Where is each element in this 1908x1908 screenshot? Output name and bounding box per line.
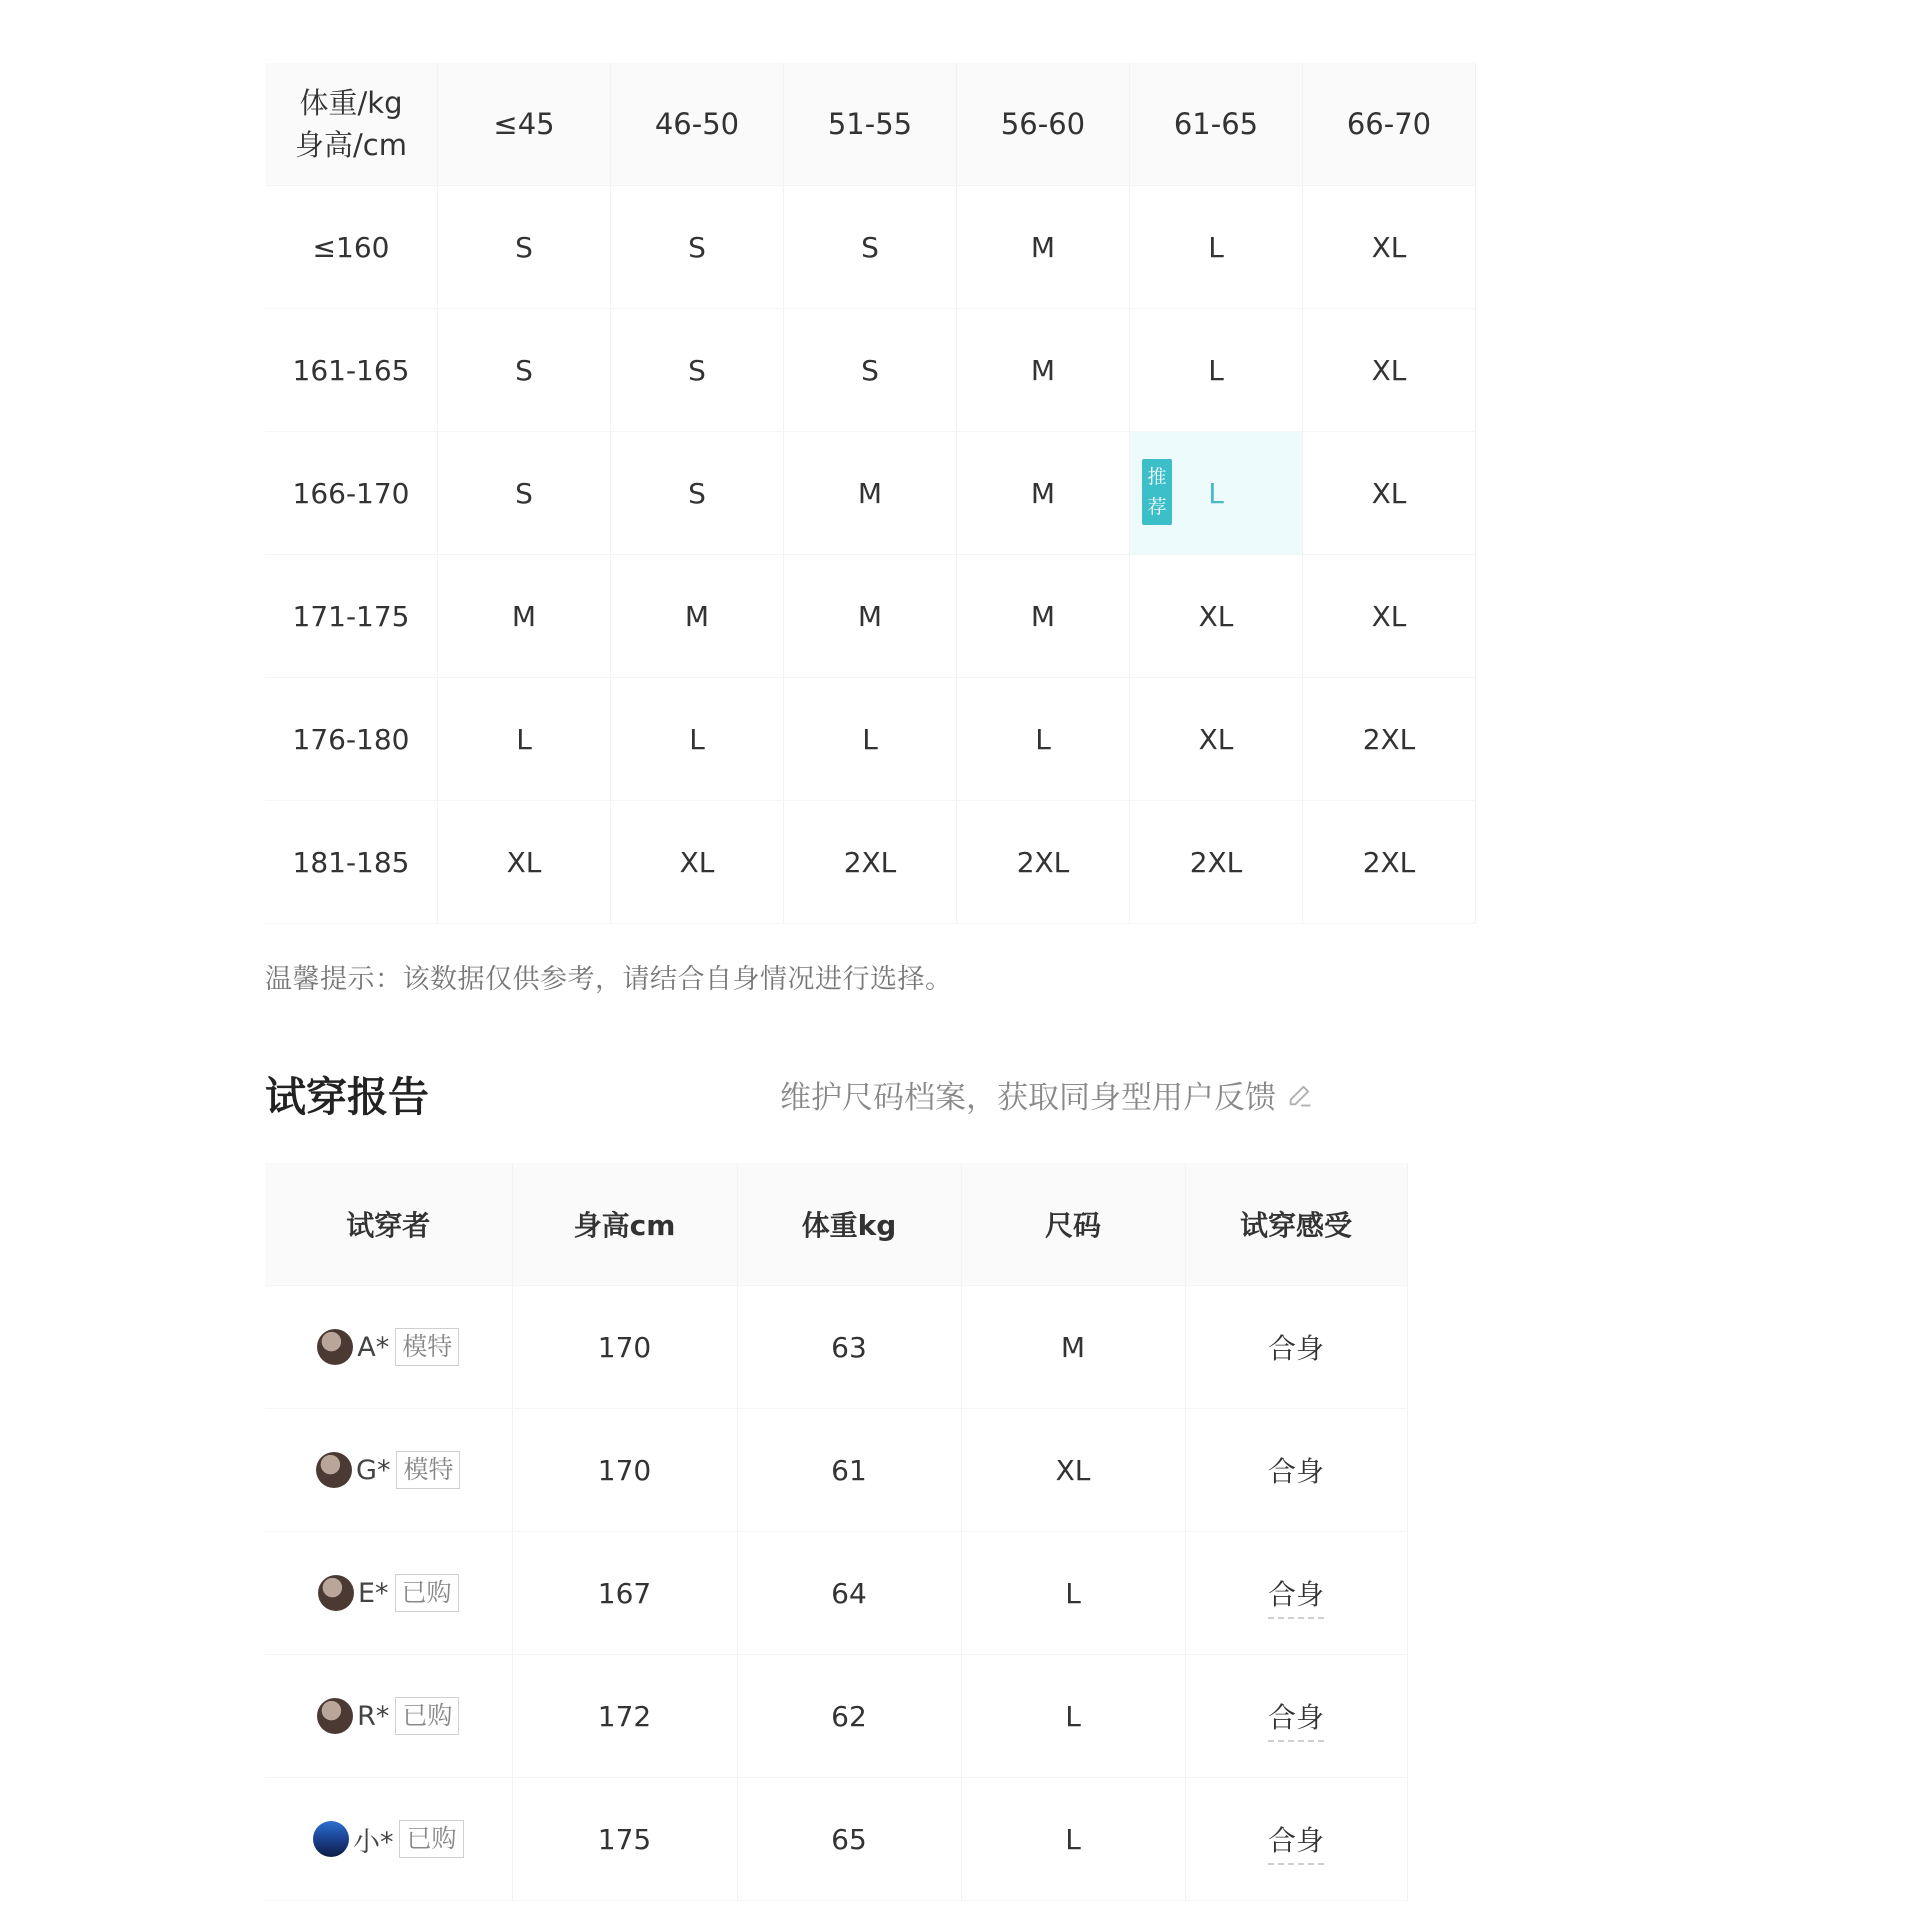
size-chart-corner	[265, 63, 438, 186]
size-cell: XL	[611, 801, 784, 924]
tester-size: L	[961, 1532, 1185, 1655]
tester-tag: 模特	[396, 1451, 460, 1489]
size-cell: 2XL	[1130, 801, 1303, 924]
size-cell: 2XL	[1303, 801, 1476, 924]
tester-name: E*	[357, 1577, 389, 1609]
report-row	[265, 1286, 1407, 1409]
size-profile-link-label: 维护尺码档案，获取同身型用户反馈	[780, 1080, 1276, 1116]
edit-icon	[1286, 1081, 1314, 1109]
size-cell: L	[784, 678, 957, 801]
weight-column-header: 56-60	[957, 63, 1130, 186]
height-axis-label: 身高/cm	[295, 128, 407, 162]
avatar	[317, 1698, 353, 1734]
avatar	[318, 1575, 354, 1611]
size-chart-row	[265, 432, 1476, 555]
report-row	[265, 1532, 1407, 1655]
tester-height: 167	[512, 1532, 737, 1655]
tester-weight: 63	[737, 1286, 961, 1409]
height-row-header: 166-170	[265, 432, 438, 555]
size-cell: M	[957, 186, 1130, 309]
avatar	[317, 1329, 353, 1365]
size-chart-table	[265, 63, 1476, 924]
size-cell: S	[438, 186, 611, 309]
tester-cell	[265, 1655, 512, 1778]
recommended-badge	[1142, 459, 1172, 525]
tester-weight: 61	[737, 1409, 961, 1532]
height-row-header: 176-180	[265, 678, 438, 801]
report-title: 试穿报告	[265, 1073, 429, 1121]
size-cell: S	[784, 186, 957, 309]
size-cell: XL	[1303, 432, 1476, 555]
size-cell: 2XL	[957, 801, 1130, 924]
recommended-size-cell	[1130, 432, 1303, 555]
tester-size: L	[961, 1655, 1185, 1778]
size-cell: XL	[1130, 555, 1303, 678]
size-cell: L	[611, 678, 784, 801]
avatar	[316, 1452, 352, 1488]
tester-weight: 64	[737, 1532, 961, 1655]
size-cell: XL	[1130, 678, 1303, 801]
height-row-header: 181-185	[265, 801, 438, 924]
size-cell: S	[784, 309, 957, 432]
tester-name: G*	[356, 1454, 391, 1486]
tester-cell	[265, 1778, 512, 1901]
weight-axis-label: 体重/kg	[299, 86, 403, 120]
tester-size: M	[961, 1286, 1185, 1409]
height-row-header: 171-175	[265, 555, 438, 678]
size-cell: 2XL	[784, 801, 957, 924]
size-cell: XL	[1303, 555, 1476, 678]
tester-feel: 合身	[1267, 1455, 1324, 1488]
tester-height: 170	[512, 1409, 737, 1532]
tester-name: A*	[357, 1331, 390, 1363]
size-cell: L	[957, 678, 1130, 801]
weight-column-header: ≤45	[438, 63, 611, 186]
recommended-badge-char: 推	[1147, 466, 1167, 488]
size-cell: S	[611, 432, 784, 555]
tester-size: L	[961, 1778, 1185, 1901]
size-cell: XL	[1303, 309, 1476, 432]
weight-column-header: 51-55	[784, 63, 957, 186]
tester-feel-expandable[interactable]: 合身	[1268, 1824, 1324, 1865]
size-chart-row	[265, 309, 1476, 432]
recommended-size-value: L	[1208, 476, 1224, 510]
recommended-badge-char: 荐	[1147, 496, 1167, 518]
height-row-header: 161-165	[265, 309, 438, 432]
weight-column-header: 46-50	[611, 63, 784, 186]
size-cell: L	[1130, 186, 1303, 309]
tester-weight: 65	[737, 1778, 961, 1901]
avatar	[313, 1821, 349, 1857]
tester-cell	[265, 1532, 512, 1655]
tester-tag: 模特	[395, 1328, 459, 1366]
height-row-header: ≤160	[265, 186, 438, 309]
tester-cell	[265, 1286, 512, 1409]
size-cell: S	[611, 309, 784, 432]
size-cell: M	[611, 555, 784, 678]
size-cell: S	[438, 432, 611, 555]
tester-feel-cell	[1185, 1286, 1407, 1409]
size-chart-header-row	[265, 63, 1476, 186]
weight-column-header: 61-65	[1130, 63, 1303, 186]
size-cell: L	[438, 678, 611, 801]
size-chart-row	[265, 555, 1476, 678]
tester-feel-expandable[interactable]: 合身	[1268, 1578, 1324, 1619]
size-profile-link[interactable]	[780, 1072, 1314, 1117]
size-cell: XL	[438, 801, 611, 924]
size-cell: XL	[1303, 186, 1476, 309]
size-chart-tip: 温馨提示：该数据仅供参考，请结合自身情况进行选择。	[265, 964, 953, 995]
tester-name: R*	[357, 1700, 390, 1732]
size-cell: M	[784, 432, 957, 555]
tester-feel-cell	[1185, 1409, 1407, 1532]
size-cell: M	[957, 432, 1130, 555]
try-on-report-table	[265, 1163, 1408, 1901]
size-cell: M	[438, 555, 611, 678]
tester-cell	[265, 1409, 512, 1532]
tester-tag: 已购	[399, 1820, 463, 1858]
tester-weight: 62	[737, 1655, 961, 1778]
tester-feel-cell	[1185, 1532, 1407, 1655]
tester-feel-expandable[interactable]: 合身	[1268, 1701, 1324, 1742]
report-column-header: 试穿者	[265, 1163, 512, 1286]
report-column-header: 试穿感受	[1185, 1163, 1407, 1286]
size-chart-row	[265, 801, 1476, 924]
tester-height: 172	[512, 1655, 737, 1778]
tester-tag: 已购	[395, 1574, 459, 1612]
size-cell: M	[957, 555, 1130, 678]
tester-feel: 合身	[1267, 1332, 1324, 1365]
report-row	[265, 1409, 1407, 1532]
size-chart-row	[265, 678, 1476, 801]
tester-feel-cell	[1185, 1655, 1407, 1778]
report-column-header: 身高cm	[512, 1163, 737, 1286]
weight-column-header: 66-70	[1303, 63, 1476, 186]
size-cell: M	[957, 309, 1130, 432]
report-column-header: 体重kg	[737, 1163, 961, 1286]
tester-size: XL	[961, 1409, 1185, 1532]
size-cell: S	[438, 309, 611, 432]
size-cell: L	[1130, 309, 1303, 432]
tester-height: 170	[512, 1286, 737, 1409]
size-cell: S	[611, 186, 784, 309]
report-column-header: 尺码	[961, 1163, 1185, 1286]
report-header-row	[265, 1163, 1407, 1286]
report-row	[265, 1778, 1407, 1901]
size-cell: M	[784, 555, 957, 678]
tester-height: 175	[512, 1778, 737, 1901]
size-chart-row	[265, 186, 1476, 309]
report-row	[265, 1655, 1407, 1778]
size-cell: 2XL	[1303, 678, 1476, 801]
tester-name: 小*	[352, 1826, 394, 1858]
tester-feel-cell	[1185, 1778, 1407, 1901]
tester-tag: 已购	[395, 1697, 459, 1735]
